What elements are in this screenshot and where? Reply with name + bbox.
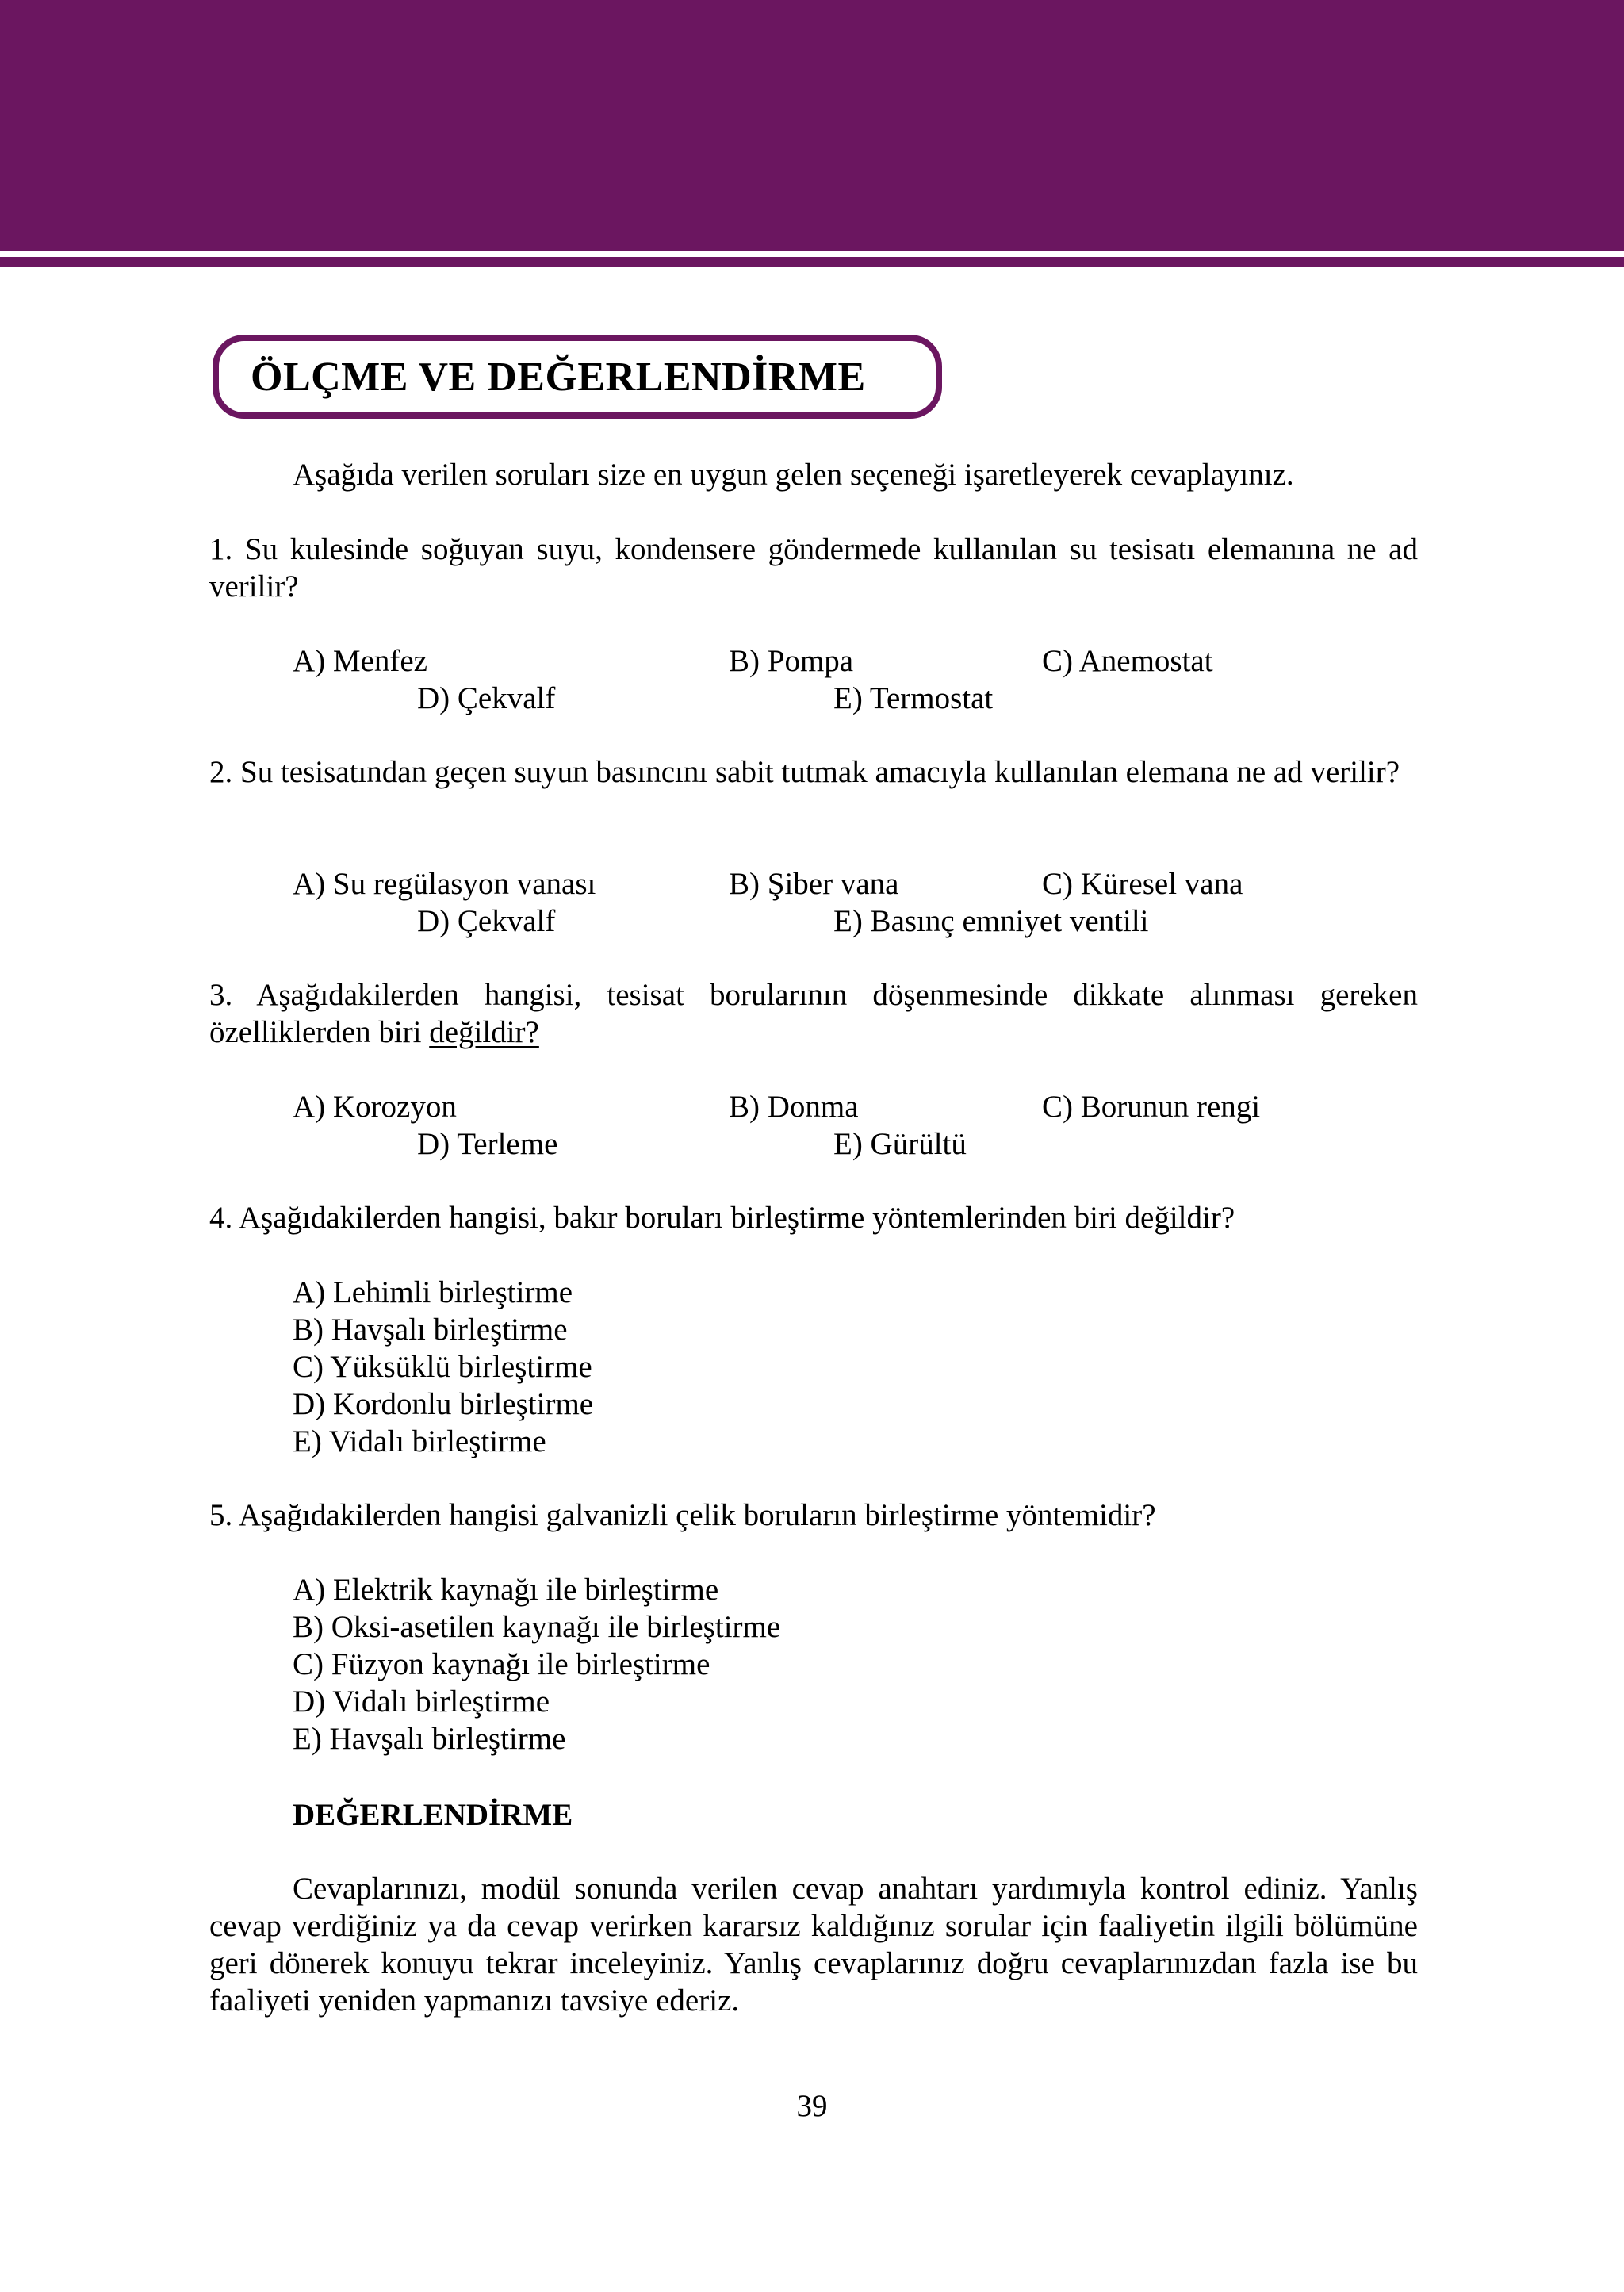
option-e: E) Gürültü <box>833 1127 967 1161</box>
evaluation-heading: DEĞERLENDİRME <box>293 1798 573 1832</box>
option-a: A) Lehimli birleştirme <box>293 1275 573 1309</box>
question-3-text: 3. Aşağıdakilerden hangisi, tesisat borularının döşenmesinde dikkate alınması gereken özelliklerden biri <box>209 978 1418 1049</box>
option-a: A) Su regülasyon vanası <box>293 867 596 901</box>
option-b: B) Oksi-asetilen kaynağı ile birleştirme <box>293 1610 781 1644</box>
option-e: E) Basınç emniyet ventili <box>833 904 1149 938</box>
option-e: E) Termostat <box>833 681 994 715</box>
header-band <box>0 0 1624 251</box>
section-title-box <box>213 335 942 419</box>
option-a: A) Menfez <box>293 644 427 678</box>
option-d: D) Kordonlu birleştirme <box>293 1387 594 1421</box>
question-5: 5. Aşağıdakilerden hangisi galvanizli çelik boruların birleştirme yöntemidir? <box>209 1498 1156 1532</box>
option-a: A) Elektrik kaynağı ile birleştirme <box>293 1573 719 1607</box>
question-2: 2. Su tesisatından geçen suyun basıncını sabit tutmak amacıyla kullanılan elemana ne ad verilir? <box>209 755 1400 789</box>
option-c: C) Füzyon kaynağı ile birleştirme <box>293 1647 710 1681</box>
option-c: C) Borunun rengi <box>1042 1090 1261 1124</box>
option-d: D) Terleme <box>417 1127 558 1161</box>
question-4-options <box>293 1274 593 1460</box>
option-a: A) Korozyon <box>293 1090 457 1124</box>
option-b: B) Şiber vana <box>729 867 899 901</box>
question-4: 4. Aşağıdakilerden hangisi, bakır boruları birleştirme yöntemlerinden biri değildir? <box>209 1201 1235 1235</box>
option-c: C) Anemostat <box>1042 644 1213 678</box>
option-e: E) Vidalı birleştirme <box>293 1424 546 1458</box>
section-title: ÖLÇME VE DEĞERLENDİRME <box>251 354 866 400</box>
option-e: E) Havşalı birleştirme <box>293 1722 566 1756</box>
question-3 <box>209 976 1418 1051</box>
question-1: 1. Su kulesinde soğuyan suyu, kondensere göndermede kullanılan su tesisatı elemanına ne ad verilir? <box>209 532 1418 604</box>
page-number: 39 <box>796 2089 828 2123</box>
header-rule <box>0 257 1624 267</box>
option-b: B) Havşalı birleştirme <box>293 1313 568 1347</box>
option-d: D) Çekvalf <box>417 681 556 715</box>
question-3-emphasis: değildir? <box>429 1015 539 1049</box>
option-d: D) Vidalı birleştirme <box>293 1685 550 1719</box>
option-c: C) Küresel vana <box>1042 867 1243 901</box>
evaluation-text: Cevaplarınızı, modül sonunda verilen cevap anahtarı yardımıyla kontrol ediniz. Yanlış cevap verdiğiniz ya da cevap verirken kararsız kaldığınız sorular için faaliyetin ilgili bölümüne geri dönerek konuyu tekrar inceleyiniz. Yanlış cevaplarınız doğru cevaplarınızdan fazla ise bu faaliyeti yeniden yapmanızı tavsiye ederiz. <box>209 1872 1418 2018</box>
instructions: Aşağıda verilen soruları size en uygun gelen seçeneği işaretleyerek cevaplayınız. <box>293 458 1294 492</box>
option-b: B) Donma <box>729 1090 859 1124</box>
option-d: D) Çekvalf <box>417 904 556 938</box>
option-b: B) Pompa <box>729 644 854 678</box>
question-5-options <box>293 1571 780 1757</box>
option-c: C) Yüksüklü birleştirme <box>293 1350 592 1384</box>
